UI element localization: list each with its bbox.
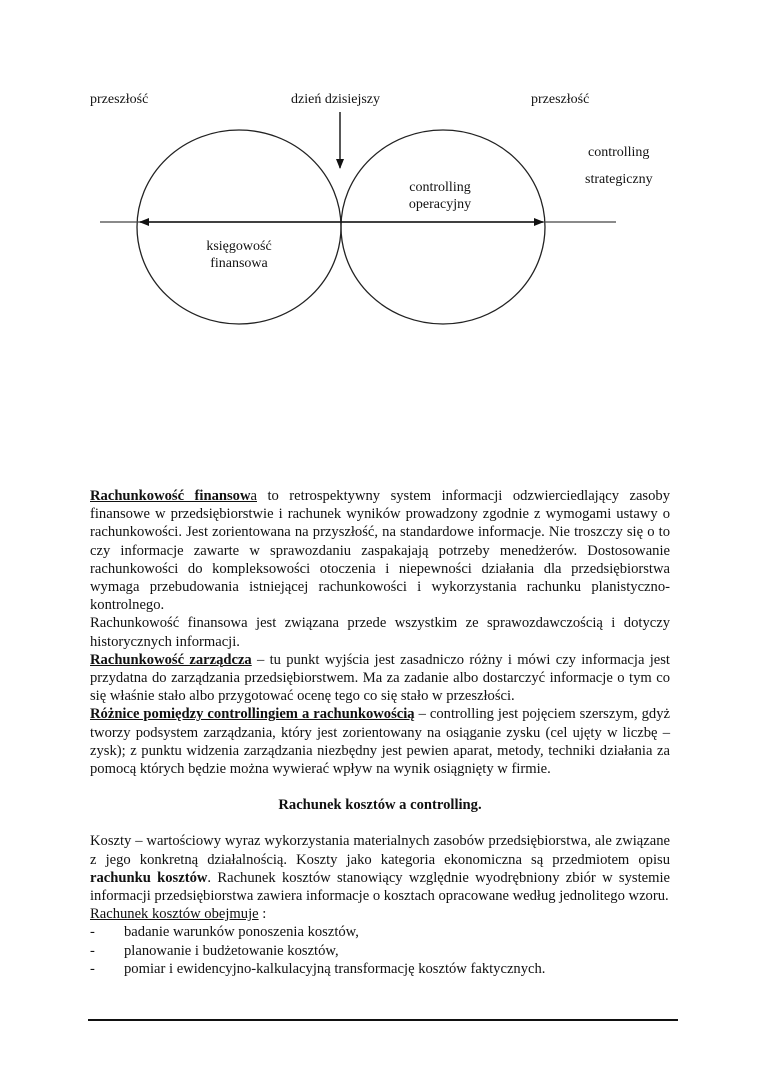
list-item-text: planowanie i budżetowanie kosztów, bbox=[124, 942, 339, 959]
term-cost-accounting: rachunku kosztów bbox=[90, 869, 208, 886]
paragraph-management-accounting bbox=[90, 651, 670, 706]
label-accounting-1: księgowość bbox=[206, 239, 272, 254]
paragraph-differences bbox=[90, 705, 670, 778]
label-today: dzień dzisiejszy bbox=[291, 92, 381, 107]
timeline-diagram bbox=[0, 0, 760, 340]
paragraph-text: – controlling jest pojęciem szerszym, gdyż tworzy podsystem zarządzania, który jest zorientowany na osiąganie zysku (cel ujęty w liczbę – zysk); z punktu widzenia zarządzania niezbędny jest pewien aparat, metody, techniki działania za pomocą których będzie można wywierać wpływ na wynik osiągnięty w firmie. bbox=[90, 706, 670, 778]
paragraph-reporting: Rachunkowość finansowa jest związana przede wszystkim ze sprawozdawczością i dotyczy historycznych informacji. bbox=[90, 615, 670, 650]
label-past-left: przeszłość bbox=[90, 92, 149, 107]
label-operational-1: controlling bbox=[409, 180, 471, 195]
list-item bbox=[90, 960, 670, 978]
paragraph-text: Koszty – wartościowy wyraz wykorzystania materialnych zasobów przedsiębiorstwa, ale związane z jego konkretną działalnością. Koszty jako kategoria ekonomiczna są przedmiotem opisu bbox=[90, 833, 670, 868]
term-financial-accounting-tail: a bbox=[250, 488, 257, 504]
dash-bullet-icon: - bbox=[90, 942, 95, 959]
footer-rule bbox=[88, 1019, 678, 1021]
right-circle bbox=[341, 130, 545, 324]
dash-bullet-icon: - bbox=[90, 960, 95, 977]
list-intro-tail: : bbox=[258, 906, 267, 923]
label-strategic-2: strategiczny bbox=[585, 172, 653, 187]
paragraph-financial-accounting bbox=[90, 487, 670, 614]
paragraph-costs bbox=[90, 832, 670, 905]
left-circle bbox=[137, 130, 341, 324]
list-item-text: pomiar i ewidencyjno-kalkulacyjną transformację kosztów faktycznych. bbox=[124, 960, 546, 977]
label-operational bbox=[390, 179, 490, 213]
paragraph-text: . Rachunek kosztów stanowiący względnie wyodrębniony zbiór w systemie informacji przedsiębiorstwa zawiera informacje o kosztach opracowane według jednolitego wzoru. bbox=[90, 869, 670, 905]
list-item-text: badanie warunków ponoszenia kosztów, bbox=[124, 924, 359, 941]
list-intro-text: Rachunek kosztów obejmuje bbox=[90, 906, 259, 923]
section-heading: Rachunek kosztów a controlling. bbox=[278, 797, 482, 814]
label-accounting bbox=[189, 238, 289, 272]
label-accounting-2: finansowa bbox=[210, 256, 268, 271]
list-item bbox=[90, 942, 670, 960]
dash-bullet-icon: - bbox=[90, 924, 95, 941]
list-item bbox=[90, 923, 670, 941]
label-strategic-1: controlling bbox=[588, 145, 650, 160]
paragraph-text: to retrospektywny system informacji odzwierciedlający zasoby finansowe w przedsiębiorstwie i rachunek wyników prowadzony zgodnie z wymogami ustawy o rachunkowości. Jest zorientowana na przyszłość, na standardowe informacje. Nie troszczy się o to czy informacje zawarte w sprawozdaniu zaspakajają potrzeby menedżerów. Dostosowanie rachunkowości do kompleksowości otoczenia i niepewności działania dla przedsiębiorstwa wymaga przebudowania istniejącej rachunkowości i wykorzystania rachunku planistyczno-kontrolnego. bbox=[90, 488, 670, 614]
list-intro bbox=[90, 905, 670, 923]
label-operational-2: operacyjny bbox=[408, 197, 472, 212]
term-financial-accounting: Rachunkowość finansow bbox=[90, 488, 251, 504]
paragraph-text: – tu punkt wyjścia jest zasadniczo różny i mówi czy informacja jest przydatna do zarządzania przedsiębiorstwem. Ma za zadanie albo dostarczyć informacje o tym co się właśnie stało albo przygotować ocenę tego co się stało w przeszłości. bbox=[90, 651, 670, 705]
cost-accounting-list bbox=[90, 923, 670, 978]
label-past-right: przeszłość bbox=[531, 92, 590, 107]
term-management-accounting: Rachunkowość zarządcza bbox=[90, 651, 252, 668]
document-body bbox=[90, 487, 670, 978]
term-differences: Różnice pomiędzy controllingiem a rachunkowością bbox=[90, 706, 415, 723]
